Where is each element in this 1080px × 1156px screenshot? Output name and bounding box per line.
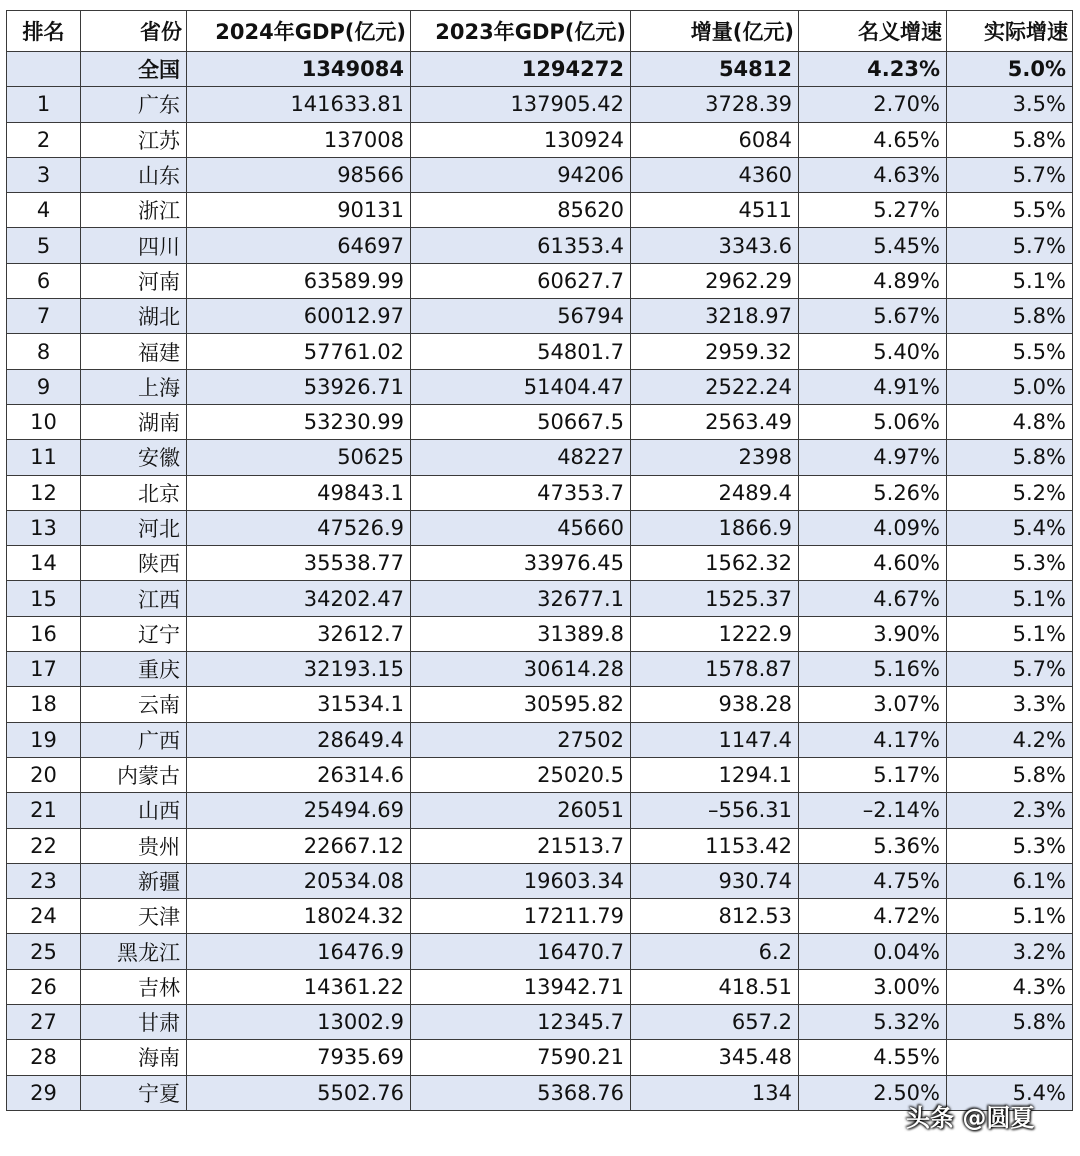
rank-cell: 26 xyxy=(7,969,81,1004)
gdp-2024-cell: 32612.7 xyxy=(187,616,411,651)
province-cell: 宁夏 xyxy=(81,1075,187,1110)
increase-cell: 4511 xyxy=(631,193,799,228)
nominal-growth-cell: 0.04% xyxy=(799,934,947,969)
gdp-2024-cell: 60012.97 xyxy=(187,299,411,334)
real-growth-cell: 5.7% xyxy=(947,157,1073,192)
table-row xyxy=(7,263,1073,298)
increase-cell: 345.48 xyxy=(631,1040,799,1075)
gdp-2023-cell: 50667.5 xyxy=(411,404,631,439)
nominal-growth-cell: 4.63% xyxy=(799,157,947,192)
gdp-2023-cell: 54801.7 xyxy=(411,334,631,369)
rank-cell: 7 xyxy=(7,299,81,334)
province-cell: 内蒙古 xyxy=(81,757,187,792)
table-row-total xyxy=(7,52,1073,87)
increase-cell: 1147.4 xyxy=(631,722,799,757)
increase-cell: 1222.9 xyxy=(631,616,799,651)
increase-cell: 2489.4 xyxy=(631,475,799,510)
gdp-2023-cell: 27502 xyxy=(411,722,631,757)
gdp-2023-cell: 21513.7 xyxy=(411,828,631,863)
increase-cell: 1578.87 xyxy=(631,652,799,687)
table-row xyxy=(7,828,1073,863)
gdp-2024-cell: 25494.69 xyxy=(187,793,411,828)
table-row xyxy=(7,934,1073,969)
increase-cell: 6084 xyxy=(631,122,799,157)
increase-cell: 6.2 xyxy=(631,934,799,969)
table-row xyxy=(7,404,1073,439)
real-growth-cell: 5.4% xyxy=(947,1075,1073,1110)
increase-cell: 2398 xyxy=(631,440,799,475)
gdp-2023-cell: 17211.79 xyxy=(411,899,631,934)
table-row xyxy=(7,616,1073,651)
rank-cell: 22 xyxy=(7,828,81,863)
increase-cell: 930.74 xyxy=(631,863,799,898)
total-province: 全国 xyxy=(81,52,187,87)
rank-cell: 9 xyxy=(7,369,81,404)
rank-cell: 5 xyxy=(7,228,81,263)
increase-cell: 4360 xyxy=(631,157,799,192)
rank-cell: 19 xyxy=(7,722,81,757)
gdp-2024-cell: 7935.69 xyxy=(187,1040,411,1075)
nominal-growth-cell: 2.70% xyxy=(799,87,947,122)
province-cell: 福建 xyxy=(81,334,187,369)
total-real-growth: 5.0% xyxy=(947,52,1073,87)
province-cell: 广东 xyxy=(81,87,187,122)
total-nominal-growth: 4.23% xyxy=(799,52,947,87)
real-growth-cell xyxy=(947,1040,1073,1075)
table-row xyxy=(7,299,1073,334)
table-row xyxy=(7,969,1073,1004)
real-growth-cell: 4.8% xyxy=(947,404,1073,439)
real-growth-cell: 3.3% xyxy=(947,687,1073,722)
rank-cell: 28 xyxy=(7,1040,81,1075)
table-row xyxy=(7,157,1073,192)
real-growth-cell: 5.1% xyxy=(947,263,1073,298)
province-cell: 上海 xyxy=(81,369,187,404)
gdp-2023-cell: 12345.7 xyxy=(411,1005,631,1040)
real-growth-cell: 5.1% xyxy=(947,616,1073,651)
nominal-growth-cell: 5.45% xyxy=(799,228,947,263)
increase-cell: 812.53 xyxy=(631,899,799,934)
nominal-growth-cell: 5.06% xyxy=(799,404,947,439)
header-nominal-growth: 名义增速 xyxy=(799,11,947,52)
gdp-2023-cell: 47353.7 xyxy=(411,475,631,510)
real-growth-cell: 5.8% xyxy=(947,1005,1073,1040)
nominal-growth-cell: 5.32% xyxy=(799,1005,947,1040)
nominal-growth-cell: 4.09% xyxy=(799,510,947,545)
increase-cell: 3343.6 xyxy=(631,228,799,263)
real-growth-cell: 5.3% xyxy=(947,828,1073,863)
table-row xyxy=(7,863,1073,898)
rank-cell: 25 xyxy=(7,934,81,969)
gdp-2024-cell: 14361.22 xyxy=(187,969,411,1004)
increase-cell: 2563.49 xyxy=(631,404,799,439)
nominal-growth-cell: 4.75% xyxy=(799,863,947,898)
province-cell: 北京 xyxy=(81,475,187,510)
gdp-2024-cell: 64697 xyxy=(187,228,411,263)
table-row xyxy=(7,757,1073,792)
gdp-2024-cell: 47526.9 xyxy=(187,510,411,545)
nominal-growth-cell: 2.50% xyxy=(799,1075,947,1110)
gdp-table-container xyxy=(6,10,1072,1111)
gdp-2024-cell: 49843.1 xyxy=(187,475,411,510)
gdp-table xyxy=(6,10,1073,1111)
increase-cell: 418.51 xyxy=(631,969,799,1004)
table-row xyxy=(7,1005,1073,1040)
gdp-2023-cell: 26051 xyxy=(411,793,631,828)
gdp-2023-cell: 32677.1 xyxy=(411,581,631,616)
gdp-2024-cell: 32193.15 xyxy=(187,652,411,687)
header-real-growth: 实际增速 xyxy=(947,11,1073,52)
nominal-growth-cell: 5.16% xyxy=(799,652,947,687)
gdp-2024-cell: 137008 xyxy=(187,122,411,157)
total-increase: 54812 xyxy=(631,52,799,87)
rank-cell: 13 xyxy=(7,510,81,545)
nominal-growth-cell: 3.07% xyxy=(799,687,947,722)
province-cell: 江西 xyxy=(81,581,187,616)
table-row xyxy=(7,87,1073,122)
province-cell: 湖北 xyxy=(81,299,187,334)
table-row xyxy=(7,369,1073,404)
nominal-growth-cell: 5.67% xyxy=(799,299,947,334)
nominal-growth-cell: 5.36% xyxy=(799,828,947,863)
table-row xyxy=(7,334,1073,369)
gdp-2023-cell: 30595.82 xyxy=(411,687,631,722)
header-gdp-2023: 2023年GDP(亿元) xyxy=(411,11,631,52)
gdp-2024-cell: 5502.76 xyxy=(187,1075,411,1110)
table-row xyxy=(7,652,1073,687)
rank-cell: 27 xyxy=(7,1005,81,1040)
province-cell: 江苏 xyxy=(81,122,187,157)
province-cell: 浙江 xyxy=(81,193,187,228)
province-cell: 山西 xyxy=(81,793,187,828)
gdp-2024-cell: 50625 xyxy=(187,440,411,475)
increase-cell: 1153.42 xyxy=(631,828,799,863)
real-growth-cell: 3.2% xyxy=(947,934,1073,969)
table-row xyxy=(7,722,1073,757)
real-growth-cell: 5.8% xyxy=(947,440,1073,475)
nominal-growth-cell: 4.60% xyxy=(799,546,947,581)
province-cell: 湖南 xyxy=(81,404,187,439)
real-growth-cell: 6.1% xyxy=(947,863,1073,898)
nominal-growth-cell: 4.17% xyxy=(799,722,947,757)
nominal-growth-cell: 3.00% xyxy=(799,969,947,1004)
table-row xyxy=(7,899,1073,934)
gdp-2023-cell: 51404.47 xyxy=(411,369,631,404)
table-row xyxy=(7,510,1073,545)
real-growth-cell: 5.5% xyxy=(947,334,1073,369)
table-row xyxy=(7,546,1073,581)
rank-cell: 14 xyxy=(7,546,81,581)
rank-cell: 2 xyxy=(7,122,81,157)
rank-cell: 10 xyxy=(7,404,81,439)
gdp-2023-cell: 33976.45 xyxy=(411,546,631,581)
nominal-growth-cell: 4.72% xyxy=(799,899,947,934)
rank-cell: 1 xyxy=(7,87,81,122)
gdp-2023-cell: 5368.76 xyxy=(411,1075,631,1110)
header-increase: 增量(亿元) xyxy=(631,11,799,52)
nominal-growth-cell: 5.40% xyxy=(799,334,947,369)
real-growth-cell: 4.2% xyxy=(947,722,1073,757)
province-cell: 云南 xyxy=(81,687,187,722)
gdp-2023-cell: 130924 xyxy=(411,122,631,157)
province-cell: 黑龙江 xyxy=(81,934,187,969)
header-row xyxy=(7,11,1073,52)
rank-cell: 29 xyxy=(7,1075,81,1110)
rank-cell: 20 xyxy=(7,757,81,792)
header-province: 省份 xyxy=(81,11,187,52)
table-row xyxy=(7,193,1073,228)
rank-cell: 15 xyxy=(7,581,81,616)
nominal-growth-cell: 4.91% xyxy=(799,369,947,404)
increase-cell: 938.28 xyxy=(631,687,799,722)
gdp-2023-cell: 7590.21 xyxy=(411,1040,631,1075)
rank-cell: 17 xyxy=(7,652,81,687)
province-cell: 陕西 xyxy=(81,546,187,581)
real-growth-cell: 4.3% xyxy=(947,969,1073,1004)
gdp-2023-cell: 30614.28 xyxy=(411,652,631,687)
gdp-2024-cell: 31534.1 xyxy=(187,687,411,722)
province-cell: 天津 xyxy=(81,899,187,934)
nominal-growth-cell: 4.97% xyxy=(799,440,947,475)
total-gdp-2024: 1349084 xyxy=(187,52,411,87)
real-growth-cell: 5.7% xyxy=(947,228,1073,263)
gdp-2024-cell: 16476.9 xyxy=(187,934,411,969)
rank-cell: 12 xyxy=(7,475,81,510)
real-growth-cell: 5.3% xyxy=(947,546,1073,581)
rank-cell: 24 xyxy=(7,899,81,934)
rank-cell: 23 xyxy=(7,863,81,898)
gdp-2023-cell: 25020.5 xyxy=(411,757,631,792)
nominal-growth-cell: –2.14% xyxy=(799,793,947,828)
increase-cell: 2522.24 xyxy=(631,369,799,404)
increase-cell: 1562.32 xyxy=(631,546,799,581)
nominal-growth-cell: 4.89% xyxy=(799,263,947,298)
rank-cell: 18 xyxy=(7,687,81,722)
increase-cell: 1525.37 xyxy=(631,581,799,616)
gdp-2023-cell: 16470.7 xyxy=(411,934,631,969)
total-gdp-2023: 1294272 xyxy=(411,52,631,87)
table-row xyxy=(7,687,1073,722)
province-cell: 新疆 xyxy=(81,863,187,898)
table-row xyxy=(7,228,1073,263)
increase-cell: 1294.1 xyxy=(631,757,799,792)
gdp-2023-cell: 94206 xyxy=(411,157,631,192)
gdp-2024-cell: 53230.99 xyxy=(187,404,411,439)
gdp-2023-cell: 61353.4 xyxy=(411,228,631,263)
nominal-growth-cell: 4.67% xyxy=(799,581,947,616)
total-rank xyxy=(7,52,81,87)
increase-cell: –556.31 xyxy=(631,793,799,828)
increase-cell: 3218.97 xyxy=(631,299,799,334)
table-row xyxy=(7,122,1073,157)
rank-cell: 8 xyxy=(7,334,81,369)
table-row xyxy=(7,793,1073,828)
rank-cell: 21 xyxy=(7,793,81,828)
increase-cell: 2962.29 xyxy=(631,263,799,298)
real-growth-cell: 5.8% xyxy=(947,122,1073,157)
gdp-2024-cell: 26314.6 xyxy=(187,757,411,792)
province-cell: 安徽 xyxy=(81,440,187,475)
real-growth-cell: 5.1% xyxy=(947,899,1073,934)
increase-cell: 657.2 xyxy=(631,1005,799,1040)
gdp-2023-cell: 60627.7 xyxy=(411,263,631,298)
province-cell: 贵州 xyxy=(81,828,187,863)
gdp-2024-cell: 53926.71 xyxy=(187,369,411,404)
rank-cell: 11 xyxy=(7,440,81,475)
gdp-2024-cell: 20534.08 xyxy=(187,863,411,898)
gdp-2023-cell: 137905.42 xyxy=(411,87,631,122)
gdp-2023-cell: 13942.71 xyxy=(411,969,631,1004)
gdp-2024-cell: 63589.99 xyxy=(187,263,411,298)
nominal-growth-cell: 4.55% xyxy=(799,1040,947,1075)
province-cell: 辽宁 xyxy=(81,616,187,651)
real-growth-cell: 5.0% xyxy=(947,369,1073,404)
gdp-2024-cell: 22667.12 xyxy=(187,828,411,863)
nominal-growth-cell: 5.17% xyxy=(799,757,947,792)
rank-cell: 3 xyxy=(7,157,81,192)
table-body xyxy=(7,52,1073,1111)
gdp-2024-cell: 141633.81 xyxy=(187,87,411,122)
gdp-2024-cell: 13002.9 xyxy=(187,1005,411,1040)
watermark: 头条 @圆夏 xyxy=(906,1104,1035,1132)
gdp-2023-cell: 56794 xyxy=(411,299,631,334)
province-cell: 河北 xyxy=(81,510,187,545)
gdp-2023-cell: 45660 xyxy=(411,510,631,545)
real-growth-cell: 5.2% xyxy=(947,475,1073,510)
province-cell: 河南 xyxy=(81,263,187,298)
province-cell: 广西 xyxy=(81,722,187,757)
rank-cell: 6 xyxy=(7,263,81,298)
nominal-growth-cell: 5.26% xyxy=(799,475,947,510)
province-cell: 重庆 xyxy=(81,652,187,687)
header-gdp-2024: 2024年GDP(亿元) xyxy=(187,11,411,52)
increase-cell: 134 xyxy=(631,1075,799,1110)
gdp-2023-cell: 85620 xyxy=(411,193,631,228)
gdp-2024-cell: 57761.02 xyxy=(187,334,411,369)
nominal-growth-cell: 4.65% xyxy=(799,122,947,157)
gdp-2024-cell: 18024.32 xyxy=(187,899,411,934)
gdp-2024-cell: 28649.4 xyxy=(187,722,411,757)
rank-cell: 16 xyxy=(7,616,81,651)
gdp-2023-cell: 48227 xyxy=(411,440,631,475)
increase-cell: 2959.32 xyxy=(631,334,799,369)
increase-cell: 3728.39 xyxy=(631,87,799,122)
province-cell: 海南 xyxy=(81,1040,187,1075)
nominal-growth-cell: 5.27% xyxy=(799,193,947,228)
real-growth-cell: 5.5% xyxy=(947,193,1073,228)
increase-cell: 1866.9 xyxy=(631,510,799,545)
real-growth-cell: 2.3% xyxy=(947,793,1073,828)
gdp-2024-cell: 98566 xyxy=(187,157,411,192)
real-growth-cell: 5.8% xyxy=(947,299,1073,334)
nominal-growth-cell: 3.90% xyxy=(799,616,947,651)
province-cell: 甘肃 xyxy=(81,1005,187,1040)
real-growth-cell: 3.5% xyxy=(947,87,1073,122)
real-growth-cell: 5.1% xyxy=(947,581,1073,616)
province-cell: 四川 xyxy=(81,228,187,263)
table-row xyxy=(7,1040,1073,1075)
table-row xyxy=(7,440,1073,475)
rank-cell: 4 xyxy=(7,193,81,228)
real-growth-cell: 5.8% xyxy=(947,757,1073,792)
table-row xyxy=(7,581,1073,616)
header-rank: 排名 xyxy=(7,11,81,52)
gdp-2023-cell: 31389.8 xyxy=(411,616,631,651)
province-cell: 山东 xyxy=(81,157,187,192)
real-growth-cell: 5.4% xyxy=(947,510,1073,545)
gdp-2024-cell: 90131 xyxy=(187,193,411,228)
gdp-2024-cell: 34202.47 xyxy=(187,581,411,616)
table-row xyxy=(7,475,1073,510)
real-growth-cell: 5.7% xyxy=(947,652,1073,687)
gdp-2023-cell: 19603.34 xyxy=(411,863,631,898)
gdp-2024-cell: 35538.77 xyxy=(187,546,411,581)
province-cell: 吉林 xyxy=(81,969,187,1004)
